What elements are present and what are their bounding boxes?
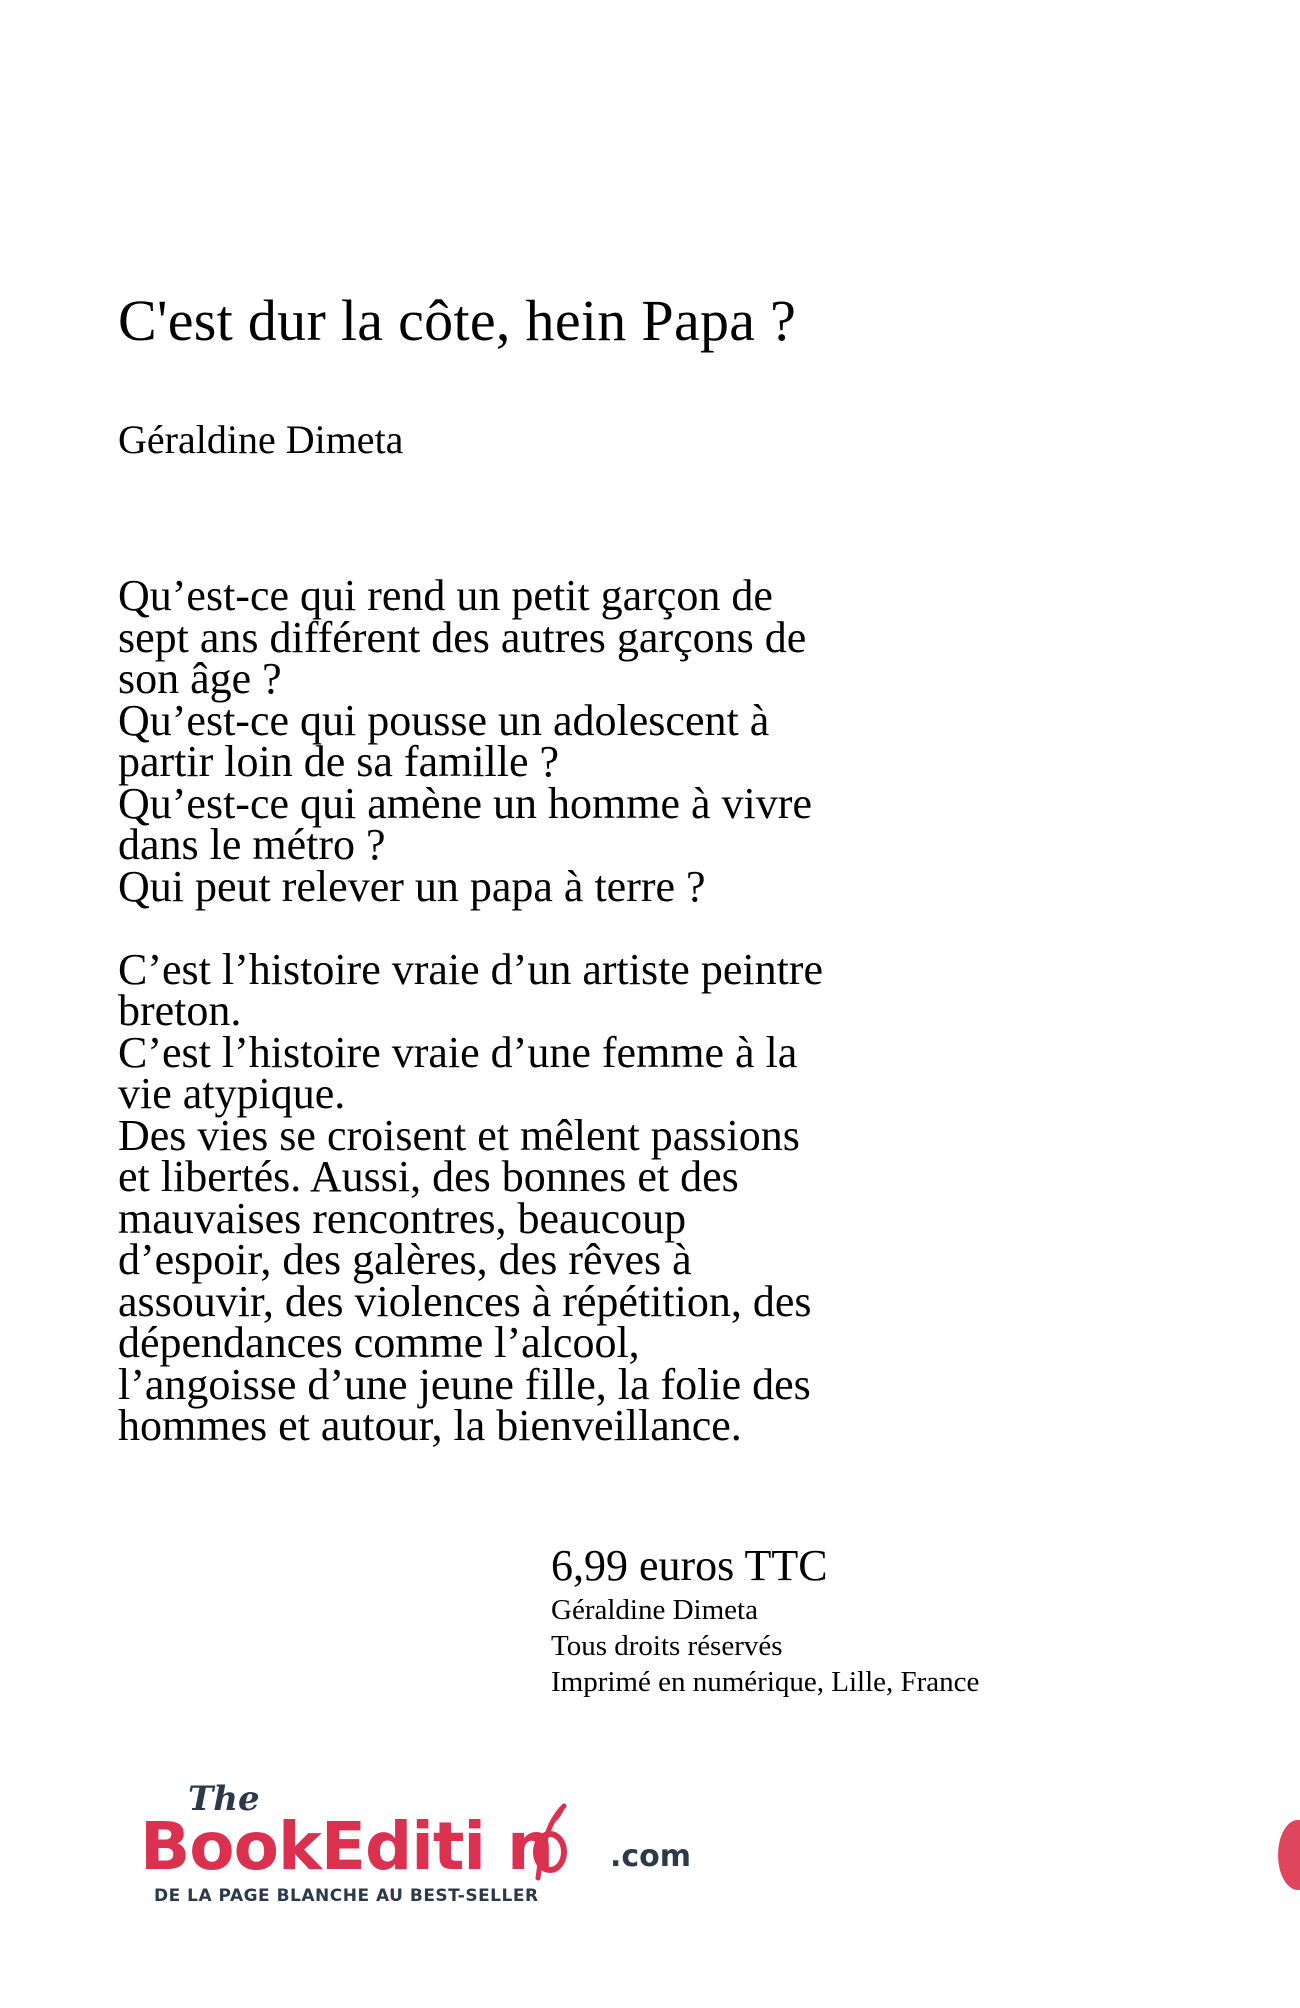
blurb-line: Qu’est-ce qui rend un petit garçon de <box>118 571 773 620</box>
publisher-logo <box>140 1779 700 1906</box>
quill-icon <box>530 1802 570 1882</box>
logo-the: The <box>188 1779 260 1819</box>
blurb-line: assouvir, des violences à répétition, des <box>118 1276 812 1326</box>
blurb-line: d’espoir, des galères, des rêves à <box>118 1235 692 1284</box>
blurb-line: Des vies se croisent et mêlent passions <box>118 1110 800 1160</box>
blurb-line: l’angoisse d’une jeune fille, la folie des <box>118 1359 811 1409</box>
blurb-line: dans le métro ? <box>118 820 386 869</box>
blurb-line: Qui peut relever un papa à terre ? <box>118 861 706 911</box>
blurb-line: sept ans différent des autres garçons de <box>118 612 807 662</box>
book-title: C'est dur la côte, hein Papa ? <box>118 288 797 353</box>
paragraph-gap <box>118 907 1118 949</box>
blurb-line: et libertés. Aussi, des bonnes et des <box>118 1152 739 1201</box>
blurb-line: Qu’est-ce qui pousse un adolescent à <box>118 695 770 745</box>
blurb-line: hommes et autour, la bienveillance. <box>118 1401 742 1450</box>
book-author: Géraldine Dimeta <box>118 417 404 462</box>
blurb-line: vie atypique. <box>118 1069 346 1118</box>
colophon-author: Géraldine Dimeta <box>551 1594 758 1626</box>
price: 6,99 euros TTC <box>551 1541 828 1590</box>
edge-mark <box>1278 1820 1300 1890</box>
logo-tagline: DE LA PAGE BLANCHE AU BEST-SELLER <box>154 1886 539 1906</box>
blurb-line: breton. <box>118 986 242 1035</box>
blurb-line: C’est l’histoire vraie d’un artiste peintre <box>118 944 823 994</box>
blurb-line: dépendances comme l’alcool, <box>118 1318 640 1367</box>
colophon <box>551 1540 979 1700</box>
blurb-line: C’est l’histoire vraie d’une femme à la <box>118 1027 798 1077</box>
logo-domain: .com <box>610 1839 692 1874</box>
logo-wordmark: BookEditi n <box>140 1808 553 1885</box>
rights-notice: Tous droits réservés <box>551 1630 783 1662</box>
blurb-line: partir loin de sa famille ? <box>118 737 560 786</box>
print-location: Imprimé en numérique, Lille, France <box>551 1666 980 1698</box>
blurb-line: Qu’est-ce qui amène un homme à vivre <box>118 778 812 828</box>
blurb-line: mauvaises rencontres, beaucoup <box>118 1193 687 1243</box>
blurb-line: son âge ? <box>118 654 282 703</box>
blurb <box>118 571 1118 1450</box>
